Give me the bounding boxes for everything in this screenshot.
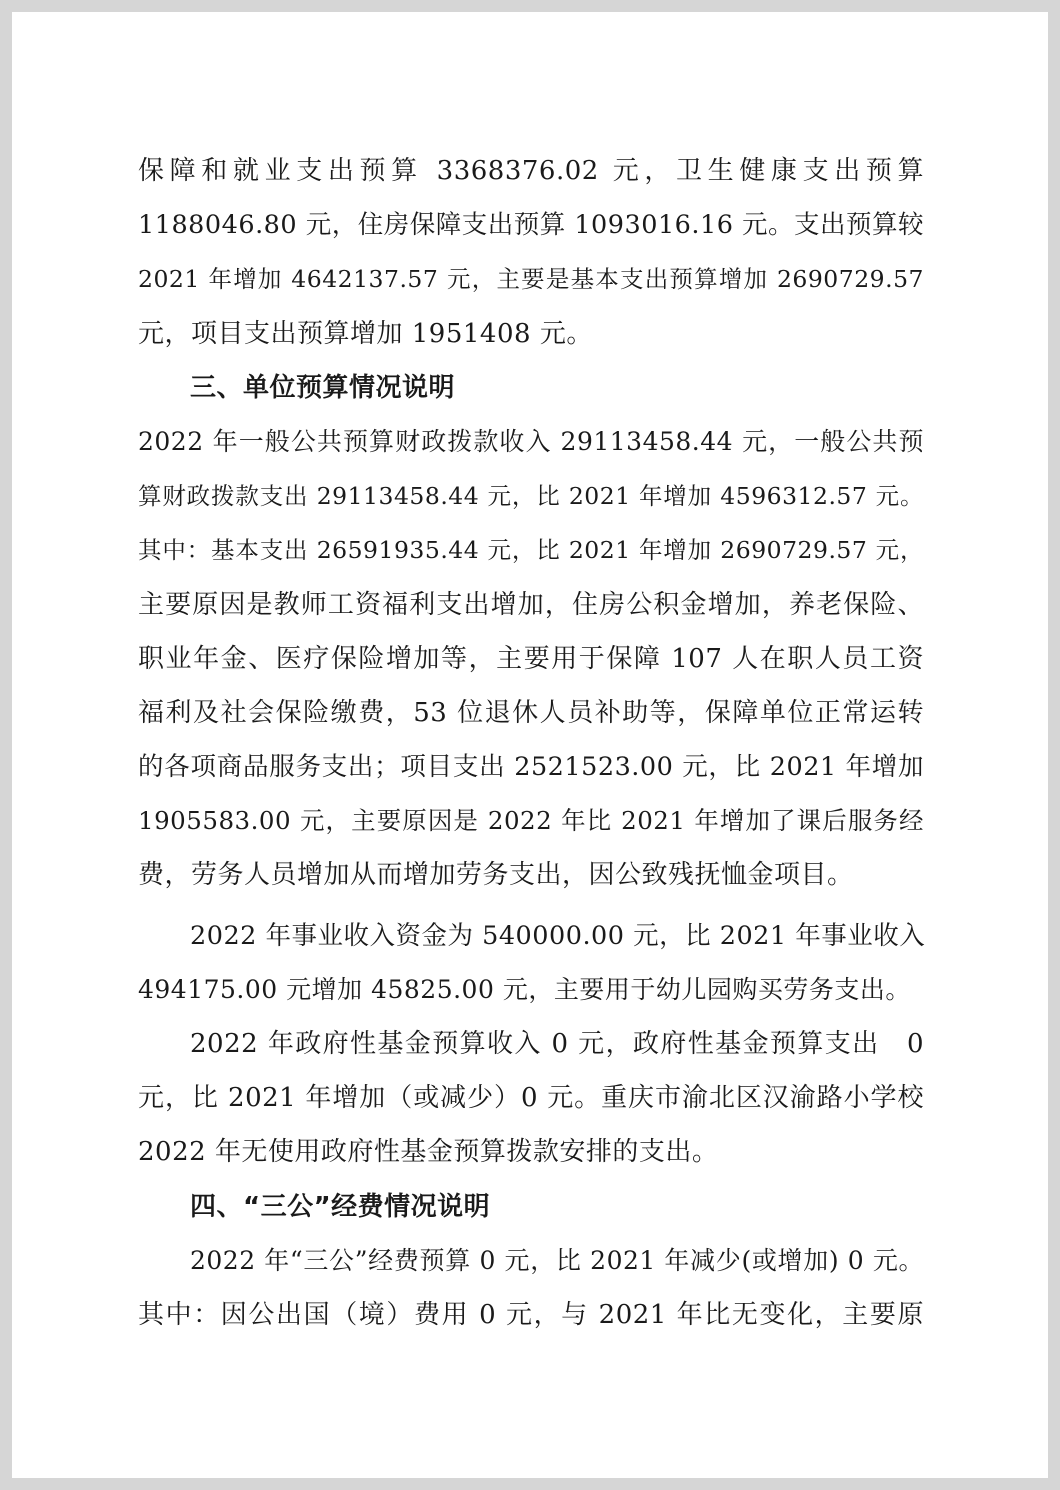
text-line: 其中：因公出国（境）费用 0 元，与 2021 年比无变化，主要原 [138,1299,924,1330]
text-line: 1905583.00 元，主要原因是 2022 年比 2021 年增加了课后服务经 [138,806,924,836]
text-line: 费，劳务人员增加从而增加劳务支出，因公致残抚恤金项目。 [138,860,854,891]
text-line: 1188046.80 元，住房保障支出预算 1093016.16 元。支出预算较 [138,210,925,241]
text-line: 2022 年事业收入资金为 540000.00 元，比 2021 年事业收入 [190,920,926,951]
text-line: 2021 年增加 4642137.57 元，主要是基本支出预算增加 2690729.57 [138,265,924,294]
text-line: 2022 年政府性基金预算收入 0 元，政府性基金预算支出 0 [190,1029,924,1059]
paragraph-general-budget [138,415,924,903]
document-body [138,144,924,1342]
text-line: 职业年金、医疗保险增加等，主要用于保障 107 人在职人员工资 [138,643,924,674]
text-line: 494175.00 元增加 45825.00 元，主要用于幼儿园购买劳务支出。 [138,974,911,1004]
paragraph-expenditure-summary [138,144,924,361]
text-line: 2022 年无使用政府性基金预算拨款安排的支出。 [138,1137,719,1168]
text-line: 其中：基本支出 26591935.44 元，比 2021 年增加 2690729.57 元， [138,536,924,565]
text-line: 主要原因是教师工资福利支出增加，住房公积金增加，养老保险、 [138,589,924,620]
paragraph-government-fund [138,1017,924,1180]
text-line: 元，比 2021 年增加（或减少）0 元。重庆市渝北区汉渝路小学校 [138,1083,924,1114]
document-page [12,12,1048,1478]
text-line: 2022 年“三公”经费预算 0 元，比 2021 年减少(或增加) 0 元。 [190,1245,924,1275]
text-line: 福利及社会保险缴费，53 位退休人员补助等，保障单位正常运转 [138,697,924,728]
paragraph-business-income [138,909,924,1017]
text-line: 元，项目支出预算增加 1951408 元。 [138,318,593,349]
text-line: 的各项商品服务支出；项目支出 2521523.00 元，比 2021 年增加 [138,752,924,783]
section-heading-three-public: 四、“三公”经费情况说明 [190,1191,491,1222]
text-line: 算财政拨款支出 29113458.44 元，比 2021 年增加 4596312.57 元。 [138,482,924,511]
text-line: 2022 年一般公共预算财政拨款收入 29113458.44 元，一般公共预 [138,426,924,456]
text-line: 保障和就业支出预算 3368376.02 元，卫生健康支出预算 [138,156,924,186]
paragraph-three-public-expenses [138,1234,924,1342]
section-heading-unit-budget: 三、单位预算情况说明 [190,372,456,403]
